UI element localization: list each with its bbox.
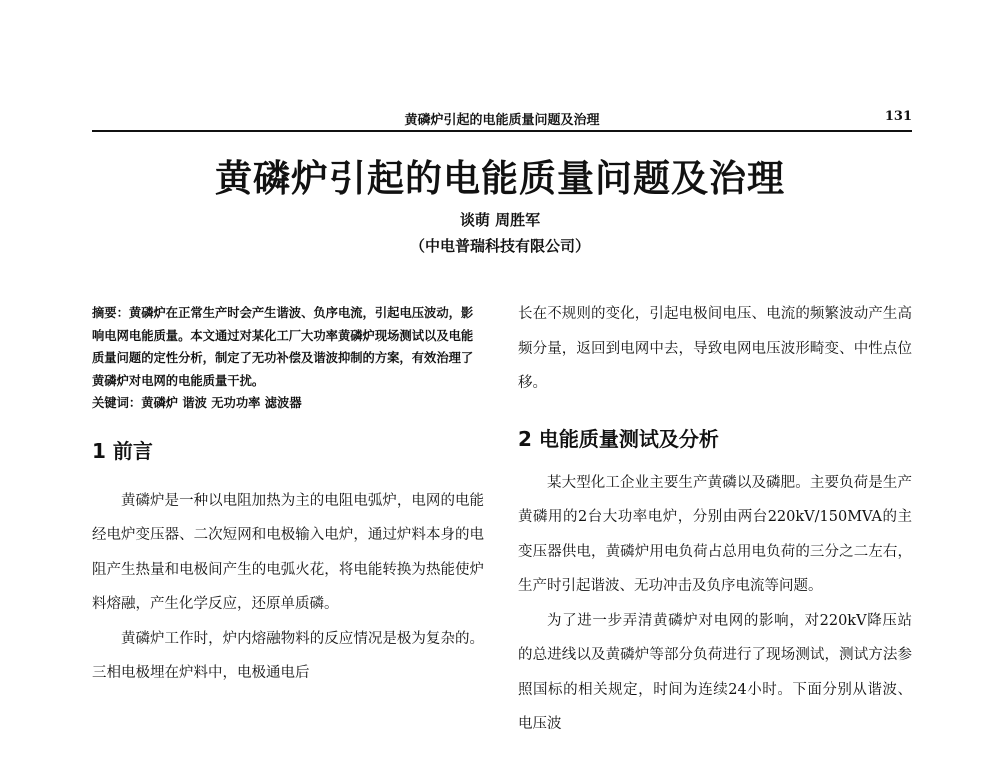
abstract [92,302,484,392]
keywords [92,392,484,415]
keywords-text: 黄磷炉 谐波 无功功率 滤波器 [141,395,302,410]
abstract-text: 黄磷炉在正常生产时会产生谐波、负序电流，引起电压波动，影响电网电能质量。本文通过对某化工厂大功率黄磷炉现场测试以及电能质量问题的定性分析，制定了无功补偿及谐波抑制的方案，有效治理了黄磷炉对电网的电能质量干扰。 [92,305,474,388]
section-1-heading: 1 前言 [92,438,153,463]
page-number: 131 [884,109,912,124]
left-column [92,302,484,691]
running-header [92,108,912,132]
right-column [518,302,912,742]
section-2-heading: 2 电能质量测试及分析 [518,426,719,451]
section-2-paragraph-2: 为了进一步弄清黄磷炉对电网的影响，对220kV降压站的总进线以及黄磷炉等部分负荷进行了现场测试，测试方法参照国标的相关规定，时间为连续24小时。下面分别从谐波、电压波 [518,612,912,732]
affiliation: （中电普瑞科技有限公司） [409,237,590,255]
paper-title: 黄磷炉引起的电能质量问题及治理 [215,157,785,200]
keywords-label: 关键词： [92,395,142,410]
section-2-paragraph-1: 某大型化工企业主要生产黄磷以及磷肥。主要负荷是生产黄磷用的2台大功率电炉，分别由两台220kV/150MVA的主变压器供电，黄磷炉用电负荷占总用电负荷的三分之二左右，生产时引起谐波、无功冲击及负序电流等问题。 [518,474,912,594]
authors: 谈萌 周胜军 [459,211,541,229]
section-1-paragraph-1: 黄磷炉是一种以电阻加热为主的电阻电弧炉，电网的电能经电炉变压器、二次短网和电极输入电炉，通过炉料本身的电阻产生热量和电极间产生的电弧火花，将电能转换为热能使炉料熔融，产生化学反应，还原单质磷。 [92,492,484,612]
continuation-paragraph: 长在不规则的变化，引起电极间电压、电流的频繁波动产生高频分量，返回到电网中去，导致电网电压波形畸变、中性点位移。 [518,306,912,391]
abstract-label: 摘要： [92,305,129,320]
section-1-paragraph-2: 黄磷炉工作时，炉内熔融物料的反应情况是极为复杂的。三相电极埋在炉料中，电极通电后 [92,630,484,681]
running-title: 黄磷炉引起的电能质量问题及治理 [404,113,600,128]
